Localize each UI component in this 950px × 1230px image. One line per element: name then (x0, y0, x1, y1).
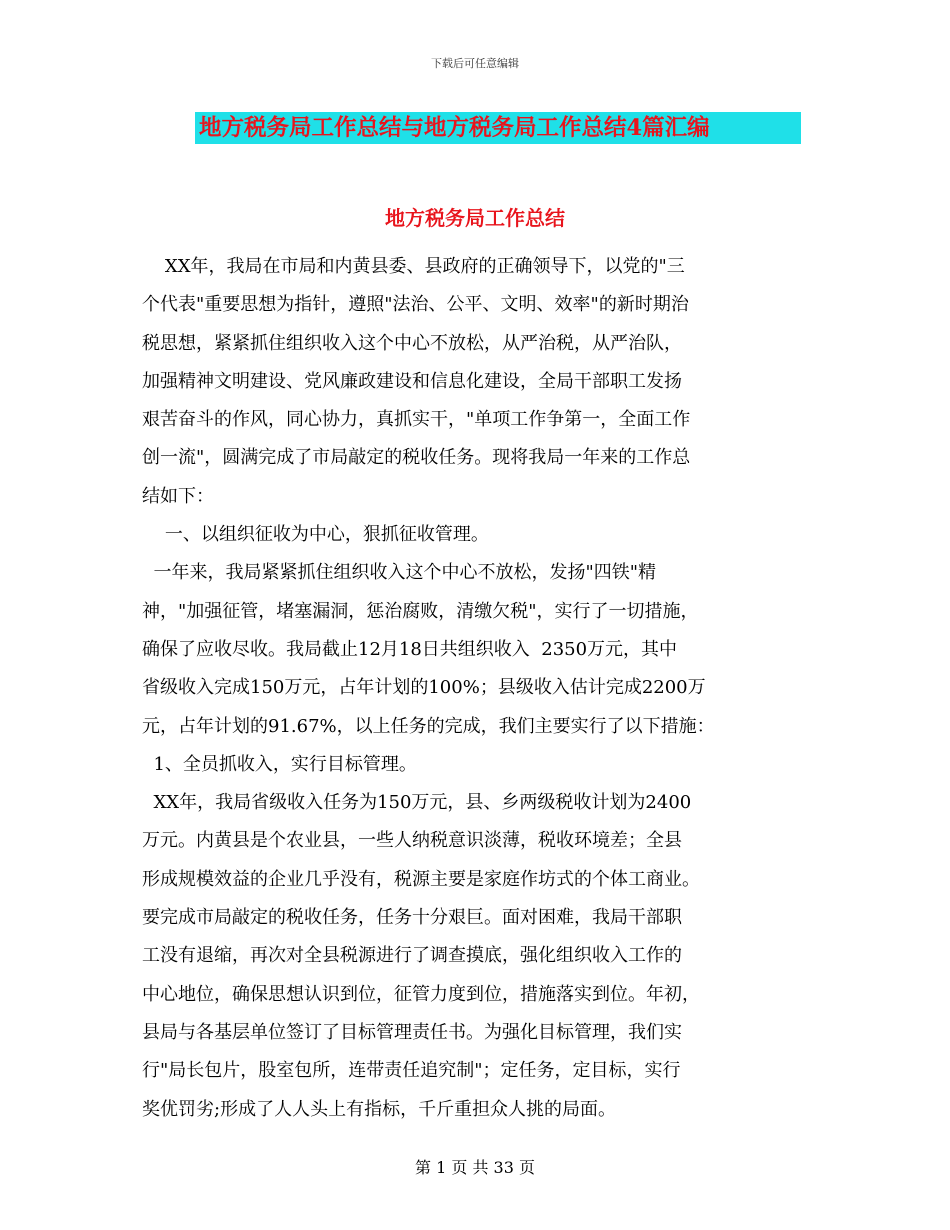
section-title: 地方税务局工作总结 (385, 206, 565, 230)
text-line: 确保了应收尽收。我局截止12月18日共组织收入 2350万元，其中 (142, 638, 678, 660)
text-line: XX年，我局在市局和内黄县委、县政府的正确领导下，以党的"三 (142, 256, 685, 277)
text-line: 形成规模效益的企业几乎没有，税源主要是家庭作坊式的个体工商业。 (142, 868, 700, 890)
text-line: 一、以组织征收为中心，狠抓征收管理。 (142, 524, 489, 546)
text-line: 行"局长包片，股室包所，连带责任追究制"；定任务，定目标，实行 (142, 1060, 681, 1082)
text-line: 税思想，紧紧抓住组织收入这个中心不放松，从严治税，从严治队， (142, 332, 682, 354)
body-text (142, 248, 822, 1129)
text-line: 个代表"重要思想为指针，遵照"法治、公平、文明、效率"的新时期治 (142, 294, 689, 316)
text-line: 神，"加强征管，堵塞漏洞，惩治腐败，清缴欠税"，实行了一切措施， (142, 600, 699, 622)
text-line: 中心地位，确保思想认识到位，征管力度到位，措施落实到位。年初， (142, 983, 700, 1005)
text-line: 结如下： (142, 485, 214, 507)
text-line: 工没有退缩，再次对全县税源进行了调查摸底，强化组织收入工作的 (142, 945, 682, 967)
header-note: 下载后可任意编辑 (431, 57, 519, 70)
text-line: 一年来，我局紧紧抓住组织收入这个中心不放松，发扬"四铁"精 (142, 562, 656, 584)
text-line: 要完成市局敲定的税收任务，任务十分艰巨。面对困难，我局干部职 (142, 907, 682, 929)
page-footer: 第 1 页 共 33 页 (415, 1158, 535, 1177)
document-title: 地方税务局工作总结与地方税务局工作总结4篇汇编 (195, 112, 801, 144)
text-line: 省级收入完成150万元，占年计划的100%；县级收入估计完成2200万 (142, 677, 706, 699)
text-line: 万元。内黄县是个农业县，一些人纳税意识淡薄，税收环境差；全县 (142, 830, 682, 852)
text-line: 加强精神文明建设、党风廉政建设和信息化建设，全局干部职工发扬 (142, 370, 682, 392)
text-line: XX年，我局省级收入任务为150万元，县、乡两级税收计划为2400 (142, 792, 692, 814)
text-line: 艰苦奋斗的作风，同心协力，真抓实干，"单项工作争第一，全面工作 (142, 409, 691, 431)
text-line: 奖优罚劣;形成了人人头上有指标，千斤重担众人挑的局面。 (142, 1098, 617, 1120)
text-line: 元，占年计划的91.67%，以上任务的完成，我们主要实行了以下措施： (142, 715, 715, 737)
text-line: 1、全员抓收入，实行目标管理。 (142, 753, 417, 775)
text-line: 县局与各基层单位签订了目标管理责任书。为强化目标管理，我们实 (142, 1021, 682, 1043)
text-line: 创一流"，圆满完成了市局敲定的税收任务。现将我局一年来的工作总 (142, 447, 691, 469)
